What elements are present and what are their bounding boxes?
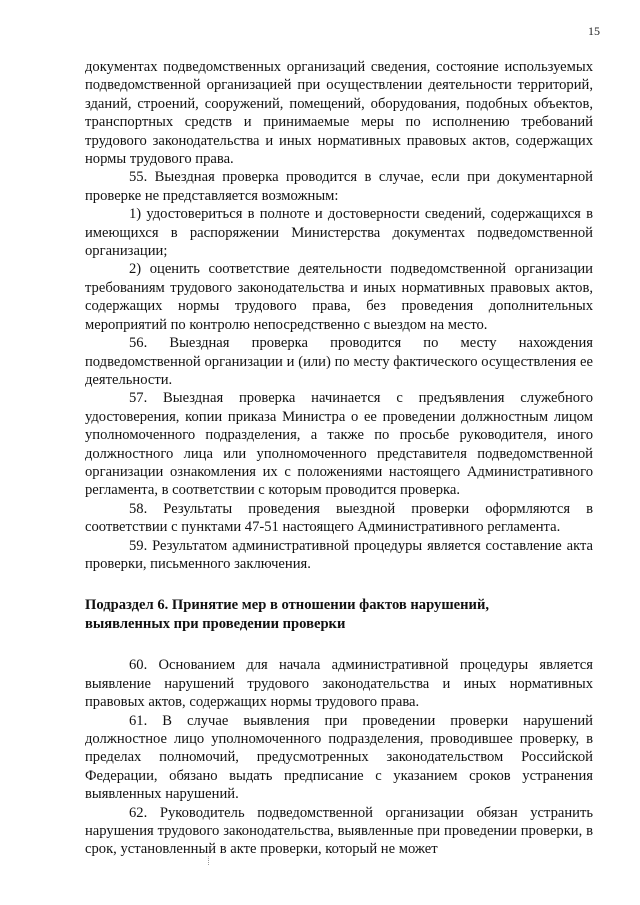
paragraph-55-item-1: 1) удостовериться в полноте и достоверности сведений, содержащихся в имеющихся в распоряжении Министерства документах подведомственной организации; <box>85 206 593 260</box>
scan-artifact-mark <box>208 856 211 865</box>
paragraph-55-item-2: 2) оценить соответствие деятельности подведомственной организации требованиям трудового законодательства и иных нормативных правовых актов, содержащих нормы трудового права, без проведения дополнительных мероприятий по контролю непосредственно с выездом на место. <box>85 261 593 333</box>
paragraph-56: 56. Выездная проверка проводится по месту нахождения подведомственной организации и (или) по месту фактического осуществления ее деятельности. <box>85 335 593 388</box>
paragraph-62: 62. Руководитель подведомственной организации обязан устранить нарушения трудового законодательства, выявленные при проведении проверки, в срок, установленный в акте проверки, который не может <box>85 804 593 858</box>
paragraph-60: 60. Основанием для начала административной процедуры является выявление нарушений трудового законодательства и иных нормативных правовых актов, содержащих нормы трудового права. <box>85 657 593 711</box>
paragraph-continuation: документах подведомственных организаций сведения, состояние используемых подведомственной организацией при осуществлении деятельности территорий, зданий, строений, сооружений, помещений, оборудования, подобных объектов, транспортных средств и принимаемые меры по исполнению требований трудового законодательства и иных нормативных правовых актов, содержащих нормы трудового права. <box>85 59 593 168</box>
paragraph-57: 57. Выездная проверка начинается с предъявления служебного удостоверения, копии приказа Министра о ее проведении должностным лицом уполномоченного подразделения, а также по просьбе руководителя, иного должностного лица или уполномоченного представителя подведомственной организации ознакомления их с положениями настоящего Административного регламента, в соответствии с которым проводится проверка. <box>85 390 593 499</box>
paragraph-61: 61. В случае выявления при проведении проверки нарушений должностное лицо уполномоченного подразделения, проводившее проверку, в пределах полномочий, предусмотренных законодательством Российской Федерации, обязано выдать предписание с указанием сроков устранения выявленных нарушений. <box>85 712 593 803</box>
paragraph-59: 59. Результатом административной процедуры является составление акта проверки, письменного заключения. <box>85 537 593 572</box>
section-heading <box>85 596 593 634</box>
document-body <box>85 58 593 859</box>
page-number: 15 <box>588 24 600 38</box>
section-heading-line-1: Подраздел 6. Принятие мер в отношении фактов нарушений, <box>85 597 489 614</box>
paragraph-58: 58. Результаты проведения выездной проверки оформляются в соответствии с пунктами 47-51 настоящего Административного регламента. <box>85 500 593 536</box>
paragraph-55: 55. Выездная проверка проводится в случае, если при документарной проверке не представляется возможным: <box>85 169 593 204</box>
section-heading-line-2: выявленных при проведении проверки <box>85 616 346 633</box>
